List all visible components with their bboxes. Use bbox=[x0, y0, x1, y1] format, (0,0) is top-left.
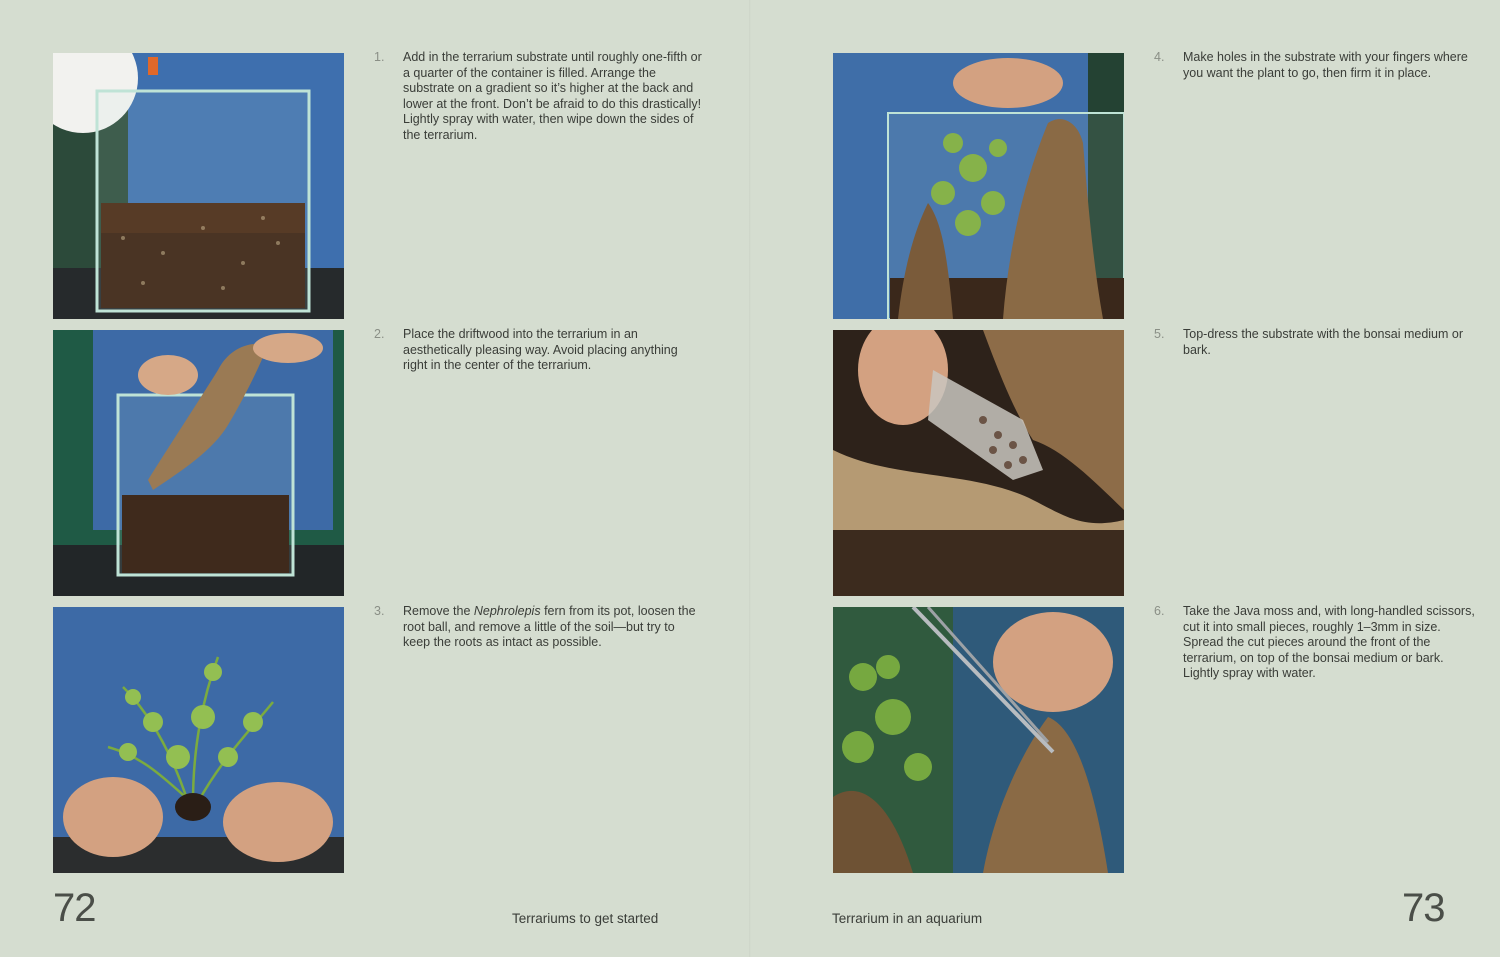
step-number: 3. bbox=[374, 604, 385, 618]
step-text: Add in the terrarium substrate until roughly one-fifth or a quarter of the container is filled. Arrange the substrate on a gradient so it’s higher at the back and lower at the front. Don’t be afraid to do this drastically! Lightly spray with water, then wipe down the sides of the terrarium. bbox=[403, 50, 702, 142]
running-head-left: Terrariums to get started bbox=[512, 911, 659, 926]
step-number: 1. bbox=[374, 50, 385, 64]
step-number: 6. bbox=[1154, 604, 1165, 618]
step-4 bbox=[1154, 50, 1483, 81]
step-5 bbox=[1154, 327, 1483, 358]
step-number: 5. bbox=[1154, 327, 1165, 341]
page-number-right: 73 bbox=[1402, 886, 1445, 930]
step-3 bbox=[374, 604, 703, 651]
step-2-photo bbox=[53, 330, 344, 596]
step-4-photo bbox=[833, 53, 1124, 319]
step-6 bbox=[1154, 604, 1483, 682]
step-text: Remove the Nephrolepis fern from its pot, loosen the root ball, and remove a little of the soil—but try to keep the roots as intact as possible. bbox=[403, 604, 696, 650]
step-1-photo bbox=[53, 53, 344, 319]
step-number: 4. bbox=[1154, 50, 1165, 64]
running-head-right: Terrarium in an aquarium bbox=[832, 911, 983, 926]
gutter-shadow bbox=[749, 0, 751, 957]
step-5-photo bbox=[833, 330, 1124, 596]
step-1 bbox=[374, 50, 703, 144]
step-2 bbox=[374, 327, 703, 374]
step-text: Take the Java moss and, with long-handled scissors, cut it into small pieces, roughly 1–3mm in size. Spread the cut pieces around the front of the terrarium, on top of the bonsai medium or bark. Lightly spray with water. bbox=[1183, 604, 1475, 681]
step-text: Top-dress the substrate with the bonsai medium or bark. bbox=[1183, 327, 1463, 357]
step-number: 2. bbox=[374, 327, 385, 341]
page-number-left: 72 bbox=[53, 886, 96, 930]
step-text: Make holes in the substrate with your fingers where you want the plant to go, then firm it in place. bbox=[1183, 50, 1468, 80]
step-6-photo bbox=[833, 607, 1124, 873]
step-text: Place the driftwood into the terrarium in an aesthetically pleasing way. Avoid placing anything right in the center of the terrarium. bbox=[403, 327, 678, 373]
step-3-photo bbox=[53, 607, 344, 873]
